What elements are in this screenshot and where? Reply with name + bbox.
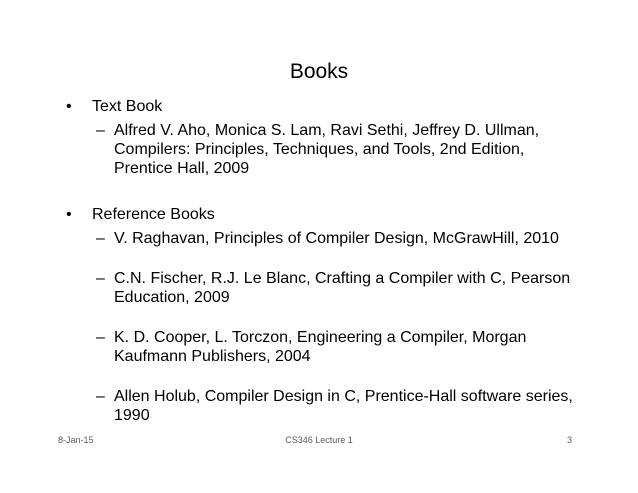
dash-marker: – (96, 270, 105, 287)
book-entry-line: K. D. Cooper, L. Torczon, Engineering a Compiler, Morgan (114, 329, 527, 346)
book-entry-line: Allen Holub, Compiler Design in C, Prentice-Hall software series, (114, 388, 573, 405)
book-entry-line: Alfred V. Aho, Monica S. Lam, Ravi Sethi, Jeffrey D. Ullman, (114, 122, 540, 139)
dash-marker: – (96, 388, 105, 405)
dash-marker: – (96, 329, 105, 346)
reference-books-list (66, 229, 606, 425)
bullet-label: Text Book (92, 98, 163, 115)
bullet-text-book (66, 97, 606, 117)
book-entry-line: Compilers: Principles, Techniques, and Tools, 2nd Edition, (114, 141, 525, 158)
dash-marker: – (96, 122, 105, 139)
book-entry-line: 1990 (114, 407, 150, 424)
book-entry (66, 328, 606, 366)
book-entry-line: Prentice Hall, 2009 (114, 160, 250, 177)
bullet-marker: • (66, 206, 72, 223)
book-entry-line: V. Raghavan, Principles of Compiler Design, McGrawHill, 2010 (114, 230, 559, 247)
text-book-list (66, 121, 606, 178)
book-entry (66, 387, 606, 425)
book-entry (66, 121, 606, 178)
bullet-reference-books (66, 205, 606, 225)
bullet-marker: • (66, 98, 72, 115)
footer-date: 8-Jan-15 (58, 435, 94, 445)
slide-title: Books (289, 60, 349, 83)
book-entry (66, 229, 606, 248)
dash-marker: – (96, 230, 105, 247)
bullet-label: Reference Books (92, 206, 215, 223)
footer-page-number: 3 (566, 435, 572, 445)
book-entry-line: Education, 2009 (114, 289, 230, 306)
book-entry (66, 269, 606, 307)
book-entry-line: C.N. Fischer, R.J. Le Blanc, Crafting a Compiler with C, Pearson (114, 270, 571, 287)
book-entry-line: Kaufmann Publishers, 2004 (114, 348, 311, 365)
footer-course: CS346 Lecture 1 (285, 435, 353, 445)
slide-content (66, 97, 606, 425)
